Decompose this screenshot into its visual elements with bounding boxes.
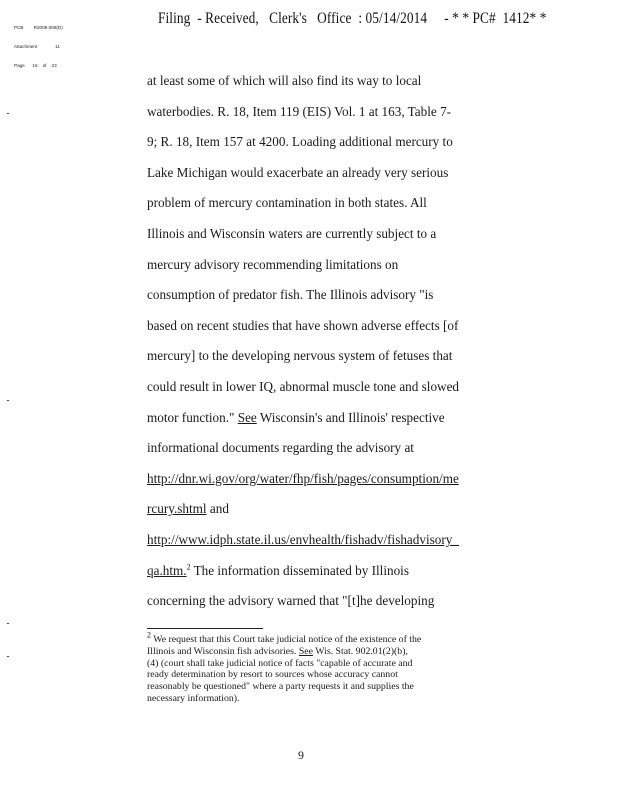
underlined-text: See xyxy=(237,409,257,425)
body-line xyxy=(147,164,465,195)
underlined-text: . xyxy=(183,562,187,578)
margin-mark xyxy=(7,113,9,114)
footnote-line xyxy=(147,658,463,670)
underlined-text: http://dnr.wi.gov/org/water/fhp/fish/pages/consumption/me xyxy=(147,470,459,486)
text-segment: The information disseminated by Illinois xyxy=(190,562,409,578)
text-segment: waterbodies. R. 18, Item 119 (EIS) Vol. 1 at 163, Table 7- xyxy=(147,103,452,119)
text-segment: mercury] to the developing nervous system of fetuses that xyxy=(147,348,453,364)
text-segment: We request that this Court take judicial notice of the existence of the xyxy=(151,634,422,645)
text-segment: 9; R. 18, Item 157 at 4200. Loading additional mercury to xyxy=(147,134,453,150)
footnote-line xyxy=(147,630,463,646)
underlined-text: http://www.idph.state.il.us/envhealth/fishadv/fishadvisory_ xyxy=(147,531,459,547)
text-segment: at least some of which will also find its way to local xyxy=(147,73,422,88)
footnote-line xyxy=(147,669,463,681)
stamp-row-page: Page 16 of 23 xyxy=(14,62,57,68)
text-segment: Wis. Stat. 902.01(2)(b), xyxy=(312,645,408,657)
body-line xyxy=(147,225,465,256)
body-line xyxy=(147,531,465,562)
footnote-line xyxy=(147,646,463,658)
body-line xyxy=(147,194,465,225)
text-segment: concerning the advisory warned that "[t]he developing xyxy=(147,593,435,609)
filing-header: Filing - Received, Clerk's Office : 05/14/2014 - * * PC# 1412* * xyxy=(158,10,547,27)
body-line xyxy=(147,317,465,348)
underlined-text: See xyxy=(298,645,313,657)
underlined-text: qa.htm xyxy=(147,562,184,578)
body-line xyxy=(147,470,465,501)
page-number: 9 xyxy=(298,748,304,762)
text-segment: Wisconsin's and Illinois' respective xyxy=(256,409,445,425)
body-line xyxy=(147,592,465,623)
footnote xyxy=(147,630,463,705)
text-segment: motor function." xyxy=(147,409,238,425)
text-segment: problem of mercury contamination in both states. All xyxy=(147,195,427,211)
underlined-text: rcury.shtml xyxy=(147,501,207,517)
body-line xyxy=(147,72,465,103)
footnote-ref: 2 xyxy=(186,562,191,572)
text-segment: consumption of predator fish. The Illinois advisory "is xyxy=(147,287,434,303)
text-segment: based on recent studies that have shown adverse effects [of xyxy=(147,317,459,333)
text-segment: necessary information). xyxy=(147,692,240,704)
margin-mark xyxy=(7,656,9,657)
stamp-row-attachment: Attachment 11 xyxy=(14,44,60,50)
body-line xyxy=(147,500,465,531)
body-line xyxy=(147,286,465,317)
text-segment: and xyxy=(206,501,229,517)
text-segment: mercury advisory recommending limitations on xyxy=(147,256,399,272)
body-text xyxy=(147,72,465,623)
footnote-line xyxy=(147,693,463,705)
stamp-row-pcb: PCB R2008-008(D) xyxy=(14,25,63,31)
body-line xyxy=(147,378,465,409)
body-line xyxy=(147,256,465,287)
text-segment: reasonably be questioned" where a party requests it and supplies the xyxy=(147,681,414,693)
footnote-line xyxy=(147,681,463,693)
margin-mark xyxy=(7,623,9,624)
body-line xyxy=(147,103,465,134)
body-line xyxy=(147,562,465,593)
filing-stamp-block xyxy=(14,13,63,75)
margin-mark xyxy=(7,400,9,401)
body-line xyxy=(147,409,465,440)
text-segment: Illinois and Wisconsin fish advisories. xyxy=(147,645,299,657)
text-segment: Lake Michigan would exacerbate an already very serious xyxy=(147,164,449,180)
text-segment: Illinois and Wisconsin waters are currently subject to a xyxy=(147,225,437,241)
text-segment: ready determination by resort to sources whose accuracy cannot xyxy=(147,669,398,681)
text-segment: informational documents regarding the advisory at xyxy=(147,440,414,456)
text-segment: could result in lower IQ, abnormal muscle tone and slowed xyxy=(147,378,460,394)
body-line xyxy=(147,347,465,378)
footnote-divider xyxy=(147,628,263,629)
body-line xyxy=(147,133,465,164)
footnote-ref: 2 xyxy=(147,630,151,640)
text-segment: (4) (court shall take judicial notice of facts "capable of accurate and xyxy=(147,657,413,669)
body-line xyxy=(147,439,465,470)
